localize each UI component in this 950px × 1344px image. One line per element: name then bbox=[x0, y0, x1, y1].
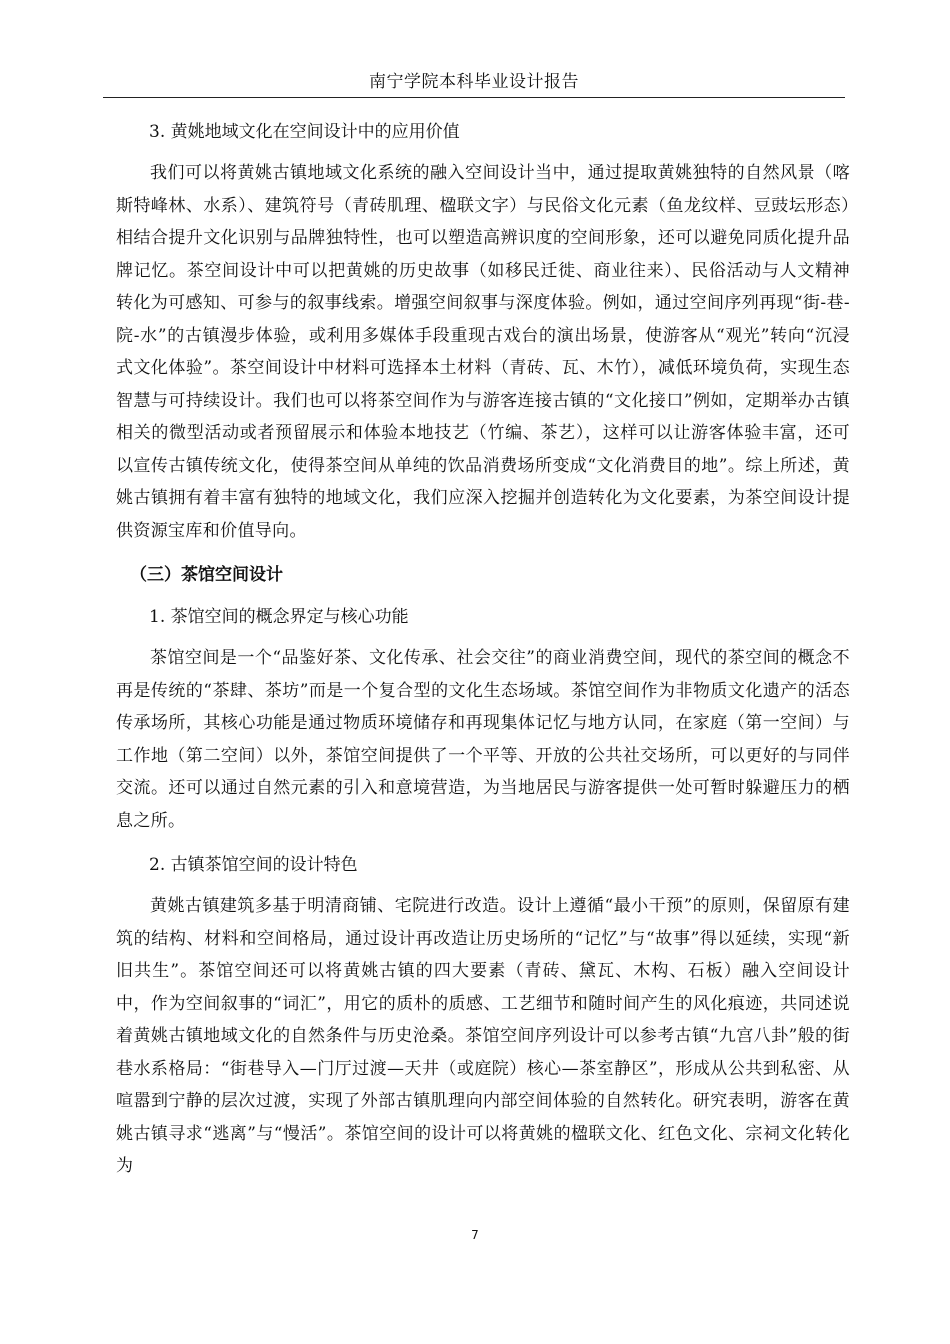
section-heading-3: 3. 黄姚地域文化在空间设计中的应用价值 bbox=[149, 122, 460, 142]
section-heading-1: 1. 茶馆空间的概念界定与核心功能 bbox=[149, 607, 409, 627]
body-paragraph-teahouse-concept: 茶馆空间是一个“品鉴好茶、文化传承、社会交往”的商业消费空间，现代的茶空间的概念不再是传统的“茶肆、茶坊”而是一个复合型的文化生态场域。茶馆空间作为非物质文化遗产的活态传承场所，其核心功能是通过物质环境储存和再现集体记忆与地方认同，在家庭（第一空间）与工作地（第二空间）以外，茶馆空间提供了一个平等、开放的公共社交场所，可以更好的与同伴交流。还可以通过自然元素的引入和意境营造，为当地居民与游客提供一处可暂时躲避压力的栖息之所。 bbox=[116, 648, 850, 831]
document-body bbox=[116, 116, 850, 1183]
chapter-heading-teahouse-design: （三）茶馆空间设计 bbox=[130, 565, 283, 585]
running-header-title: 南宁学院本科毕业设计报告 bbox=[369, 72, 579, 92]
page-number: 7 bbox=[471, 1228, 479, 1242]
header-divider bbox=[103, 97, 845, 98]
body-paragraph-design-features: 黄姚古镇建筑多基于明清商铺、宅院进行改造。设计上遵循“最小干预”的原则，保留原有建筑的结构、材料和空间格局，通过设计再改造让历史场所的“记忆”与“故事”得以延续，实现“新旧共生”。茶馆空间还可以将黄姚古镇的四大要素（青砖、黛瓦、木构、石板）融入空间设计中，作为空间叙事的“词汇”，用它的质朴的质感、工艺细节和随时间产生的风化痕迹，共同述说着黄姚古镇地域文化的自然条件与历史沧桑。茶馆空间序列设计可以参考古镇“九宫八卦”般的街巷水系格局：“街巷导入—门厅过渡—天井（或庭院）核心—茶室静区”，形成从公共到私密、从喧嚣到宁静的层次过渡，实现了外部古镇肌理向内部空间体验的自然转化。研究表明，游客在黄姚古镇寻求“逃离”与“慢活”。茶馆空间的设计可以将黄姚的楹联文化、红色文化、宗祠文化转化为 bbox=[116, 896, 850, 1176]
body-paragraph-cultural-value: 我们可以将黄姚古镇地域文化系统的融入空间设计当中，通过提取黄姚独特的自然风景（喀斯特峰林、水系）、建筑符号（青砖肌理、楹联文字）与民俗文化元素（鱼龙纹样、豆豉坛形态）相结合提升文化识别与品牌独特性，也可以塑造高辨识度的空间形象，还可以避免同质化提升品牌记忆。茶空间设计中可以把黄姚的历史故事（如移民迁徙、商业往来）、民俗活动与人文精神转化为可感知、可参与的叙事线索。增强空间叙事与深度体验。例如，通过空间序列再现“街-巷-院-水”的古镇漫步体验，或利用多媒体手段重现古戏台的演出场景，使游客从“观光”转向“沉浸式文化体验”。茶空间设计中材料可选择本土材料（青砖、瓦、木竹），减低环境负荷，实现生态智慧与可持续设计。我们也可以将茶空间作为与游客连接古镇的“文化接口”例如，定期举办古镇相关的微型活动或者预留展示和体验本地技艺（竹编、茶艺），这样可以让游客体验丰富，还可以宣传古镇传统文化，使得茶空间从单纯的饮品消费场所变成“文化消费目的地”。综上所述，黄姚古镇拥有着丰富有独特的地域文化，我们应深入挖掘并创造转化为文化要素，为茶空间设计提供资源宝库和价值导向。 bbox=[116, 163, 850, 541]
section-heading-2: 2. 古镇茶馆空间的设计特色 bbox=[149, 855, 358, 875]
